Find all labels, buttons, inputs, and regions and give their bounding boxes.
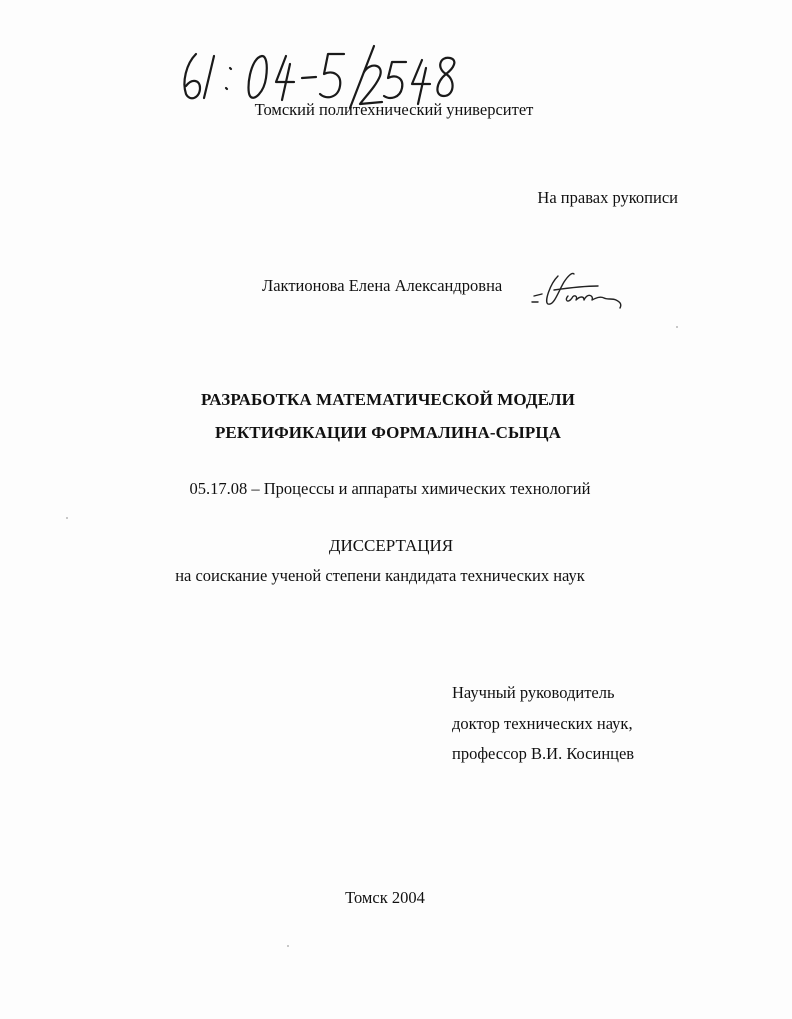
scan-speck (676, 326, 678, 328)
manuscript-rights-note: На правах рукописи (537, 188, 678, 207)
author-block (0, 262, 792, 322)
city-and-year: Томск 2004 (345, 888, 425, 907)
author-signature (528, 262, 628, 322)
supervisor-degree: доктор технических наук, (452, 714, 633, 733)
scan-speck (66, 517, 68, 519)
dissertation-degree: на соискание ученой степени кандидата технических наук (175, 566, 585, 585)
supervisor-label: Научный руководитель (452, 683, 615, 702)
university-name: Томский политехнический университет (254, 100, 534, 119)
author-name: Лактионова Елена Александровна (262, 276, 503, 295)
thesis-title-line-1: РАЗРАБОТКА МАТЕМАТИЧЕСКОЙ МОДЕЛИ (201, 390, 575, 409)
supervisor-name: профессор В.И. Косинцев (452, 744, 635, 763)
dissertation-heading: ДИССЕРТАЦИЯ (328, 536, 454, 555)
speciality-code: 05.17.08 – Процессы и аппараты химических технологий (189, 479, 591, 498)
thesis-title-line-2: РЕКТИФИКАЦИИ ФОРМАЛИНА-СЫРЦА (214, 423, 562, 442)
scan-speck (287, 945, 289, 947)
